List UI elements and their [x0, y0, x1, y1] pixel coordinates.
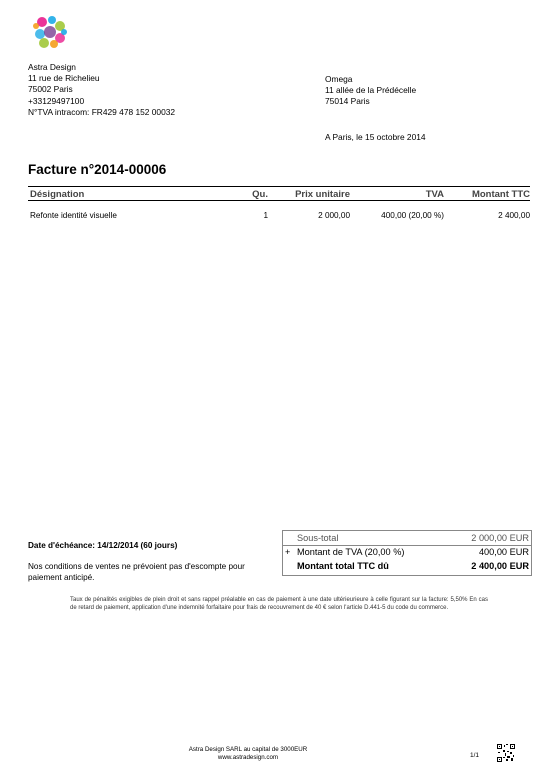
sender-name: Astra Design	[28, 62, 76, 72]
recipient-block	[325, 74, 416, 108]
astra-design-logo-icon	[30, 12, 70, 52]
sender-vat-number: N°TVA intracom: FR429 478 152 00032	[28, 106, 176, 117]
footer	[150, 746, 346, 762]
header-quantity: Qu.	[252, 189, 268, 200]
recipient-address-line2: 75014 Paris	[325, 96, 370, 107]
sender-address-line1: 11 rue de Richelieu	[28, 73, 100, 84]
row-vat: 400,00 (20,00 %)	[381, 211, 444, 220]
invoice-title: Facture n°2014-00006	[28, 162, 167, 177]
sender-block	[28, 62, 175, 118]
sender-phone: +33129497100	[28, 95, 85, 106]
place-date: A Paris, le 15 octobre 2014	[325, 132, 426, 142]
table-top-rule	[28, 186, 530, 187]
recipient-name: Omega	[325, 74, 353, 84]
vat-label: Montant de TVA (20,00 %)	[297, 547, 405, 557]
row-designation: Refonte identité visuelle	[30, 211, 117, 220]
legal-notice: Taux de pénalités exigibles de plein droit et sans rappel préalable en cas de paiement à une date ultérieurieure à celle figurant sur la facture: 5,50% En cas de retard de paiement, application d'une indemnité forfaitaire pour frais de recouvrement de 40 € selon l'article D.441-5 du code du commerce.	[70, 597, 488, 612]
header-designation: Désignation	[30, 189, 85, 200]
total-label: Montant total TTC dû	[297, 561, 389, 571]
totals-box	[282, 530, 532, 576]
total-value: 2 400,00 EUR	[471, 561, 529, 571]
totals-separator	[283, 545, 531, 546]
row-unit-price: 2 000,00	[318, 211, 350, 220]
sender-address-line2: 75002 Paris	[28, 84, 73, 95]
header-unit-price: Prix unitaire	[295, 189, 350, 200]
table-header-rule	[28, 200, 530, 201]
vat-value: 400,00 EUR	[478, 547, 529, 557]
subtotal-value: 2 000,00 EUR	[471, 533, 529, 543]
due-date: Date d'échéance: 14/12/2014 (60 jours)	[28, 541, 178, 550]
recipient-address-line1: 11 allée de la Prédécelle	[325, 85, 417, 96]
footer-website: www.astradesign.com	[217, 754, 279, 761]
payment-conditions: Nos conditions de ventes ne prévoient pas d'escompte pour paiement anticipé.	[28, 562, 245, 582]
header-vat: TVA	[425, 189, 444, 200]
row-quantity: 1	[263, 211, 268, 220]
qr-code-icon	[497, 744, 515, 762]
header-total-ttc: Montant TTC	[471, 189, 530, 200]
subtotal-label: Sous-total	[297, 533, 339, 543]
plus-sign: +	[285, 547, 291, 557]
row-total-ttc: 2 400,00	[498, 211, 530, 220]
footer-company: Astra Design SARL au capital de 3000EUR	[188, 746, 308, 753]
page-number: 1/1	[470, 752, 480, 759]
